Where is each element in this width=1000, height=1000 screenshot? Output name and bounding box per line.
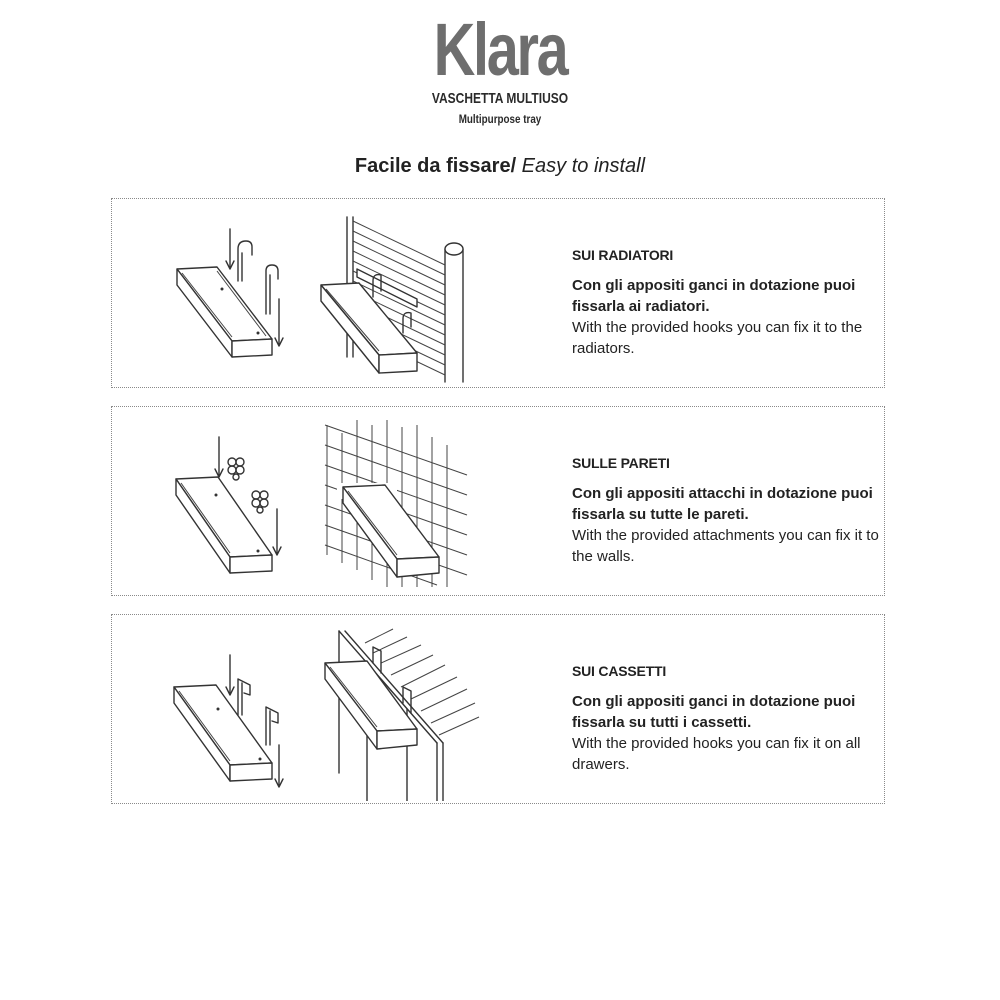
tray-hooks-icon [162, 635, 292, 795]
radiator-illustration [317, 207, 482, 385]
tray-attachments-icon [162, 427, 292, 587]
install-title [0, 155, 1000, 178]
product-subtitle-en: Multipurpose tray [458, 112, 542, 126]
section-desc-it: Con gli appositi ganci in dotazione puoi fissarla ai radiatori. [572, 277, 856, 315]
install-title-it: Facile da fissare/ [354, 155, 517, 177]
tray-hooks-icon [162, 219, 292, 379]
section-heading: SULLE PARETI [572, 455, 670, 471]
brand-logo: Klara [433, 8, 567, 91]
section-drawers [111, 614, 885, 804]
install-title-en: Easy to install [516, 155, 646, 177]
section-desc-it: Con gli appositi ganci in dotazione puoi fissarla su tutti i cassetti. [572, 693, 856, 731]
section-heading: SUI RADIATORI [572, 247, 674, 263]
section-text [572, 453, 882, 567]
product-subtitle-it: VASCHETTA MULTIUSO [431, 90, 569, 107]
section-walls [111, 406, 885, 596]
section-text [572, 245, 882, 359]
drawer-illustration [317, 623, 482, 801]
section-desc-en: With the provided hooks you can fix it on all drawers. [572, 735, 861, 773]
section-desc-en: With the provided hooks you can fix it to the radiators. [572, 319, 863, 357]
wall-tiles-illustration [317, 415, 482, 593]
section-heading: SUI CASSETTI [572, 663, 667, 679]
section-radiators [111, 198, 885, 388]
section-text [572, 661, 882, 775]
section-desc-it: Con gli appositi attacchi in dotazione puoi fissarla su tutte le pareti. [572, 485, 873, 523]
section-desc-en: With the provided attachments you can fix it to the walls. [572, 527, 879, 565]
